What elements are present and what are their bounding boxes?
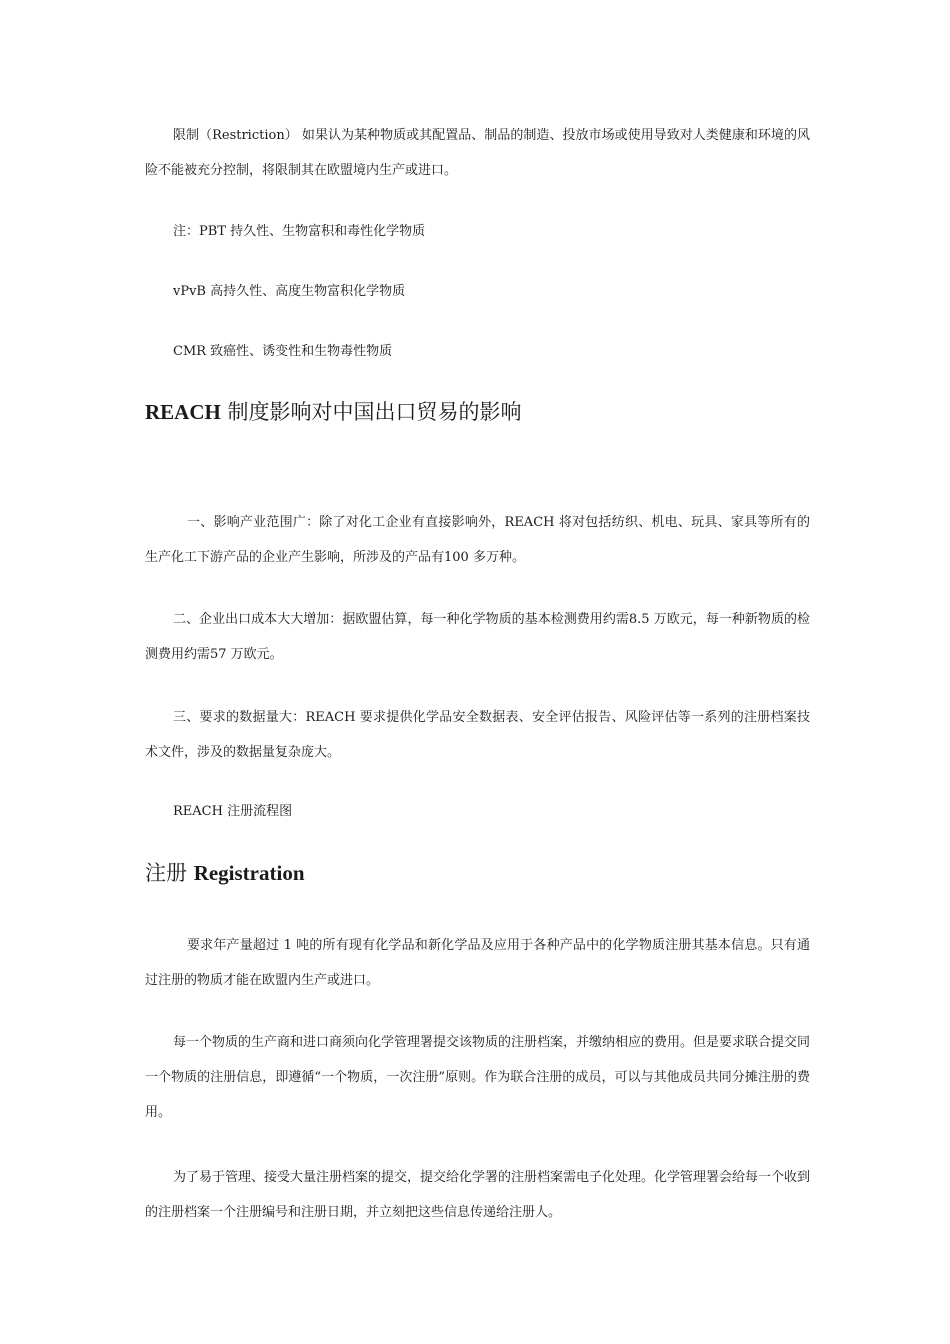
paragraph-registration-2: 每一个物质的生产商和进口商须向化学管理署提交该物质的注册档案，并缴纳相应的费用。但是要求联合提交同一个物质的注册信息，即遵循“一个物质，一次注册”原则。作为联合注册的成员，可以与其他成员共同分摊注册的费用。	[145, 1035, 811, 1120]
heading-reach-impact	[145, 398, 522, 426]
paragraph-registration-1: 要求年产量超过 1 吨的所有现有化学品和新化学品及应用于各种产品中的化学物质注册其基本信息。只有通过注册的物质才能在欧盟内生产或进口。	[145, 938, 810, 988]
flow-chart-label: REACH 注册流程图	[173, 804, 293, 819]
paragraph-impact-1: 一、影响产业范围广：除了对化工企业有直接影响外，REACH 将对包括纺织、机电、玩具、家具等所有的生产化工下游产品的企业产生影响，所涉及的产品有100 多万种。	[145, 515, 810, 565]
heading-reach-impact-en: REACH	[145, 400, 221, 424]
note-pbt: 注：PBT 持久性、生物富积和毒性化学物质	[173, 224, 426, 239]
note-cmr: CMR 致癌性、诱变性和生物毒性物质	[173, 344, 393, 359]
note-vpvb: vPvB 高持久性、高度生物富积化学物质	[173, 284, 406, 299]
paragraph-impact-3: 三、要求的数据量大：REACH 要求提供化学品安全数据表、安全评估报告、风险评估等一系列的注册档案技术文件，涉及的数据量复杂庞大。	[145, 710, 810, 760]
heading-registration-cn: 注册	[145, 861, 194, 885]
heading-registration-en: Registration	[193, 861, 305, 885]
paragraph-registration-3: 为了易于管理、接受大量注册档案的提交，提交给化学署的注册档案需电子化处理。化学管理署会给每一个收到的注册档案一个注册编号和注册日期，并立刻把这些信息传递给注册人。	[145, 1170, 811, 1220]
heading-reach-impact-cn: 制度影响对中国出口贸易的影响	[220, 400, 522, 424]
paragraph-restriction: 限制（Restriction） 如果认为某种物质或其配置品、制品的制造、投放市场或使用导致对人类健康和环境的风险不能被充分控制，将限制其在欧盟境内生产或进口。	[145, 128, 810, 178]
heading-registration	[145, 859, 305, 887]
paragraph-impact-2: 二、企业出口成本大大增加：据欧盟估算，每一种化学物质的基本检测费用约需8.5 万欧元，每一种新物质的检测费用约需57 万欧元。	[145, 612, 810, 662]
